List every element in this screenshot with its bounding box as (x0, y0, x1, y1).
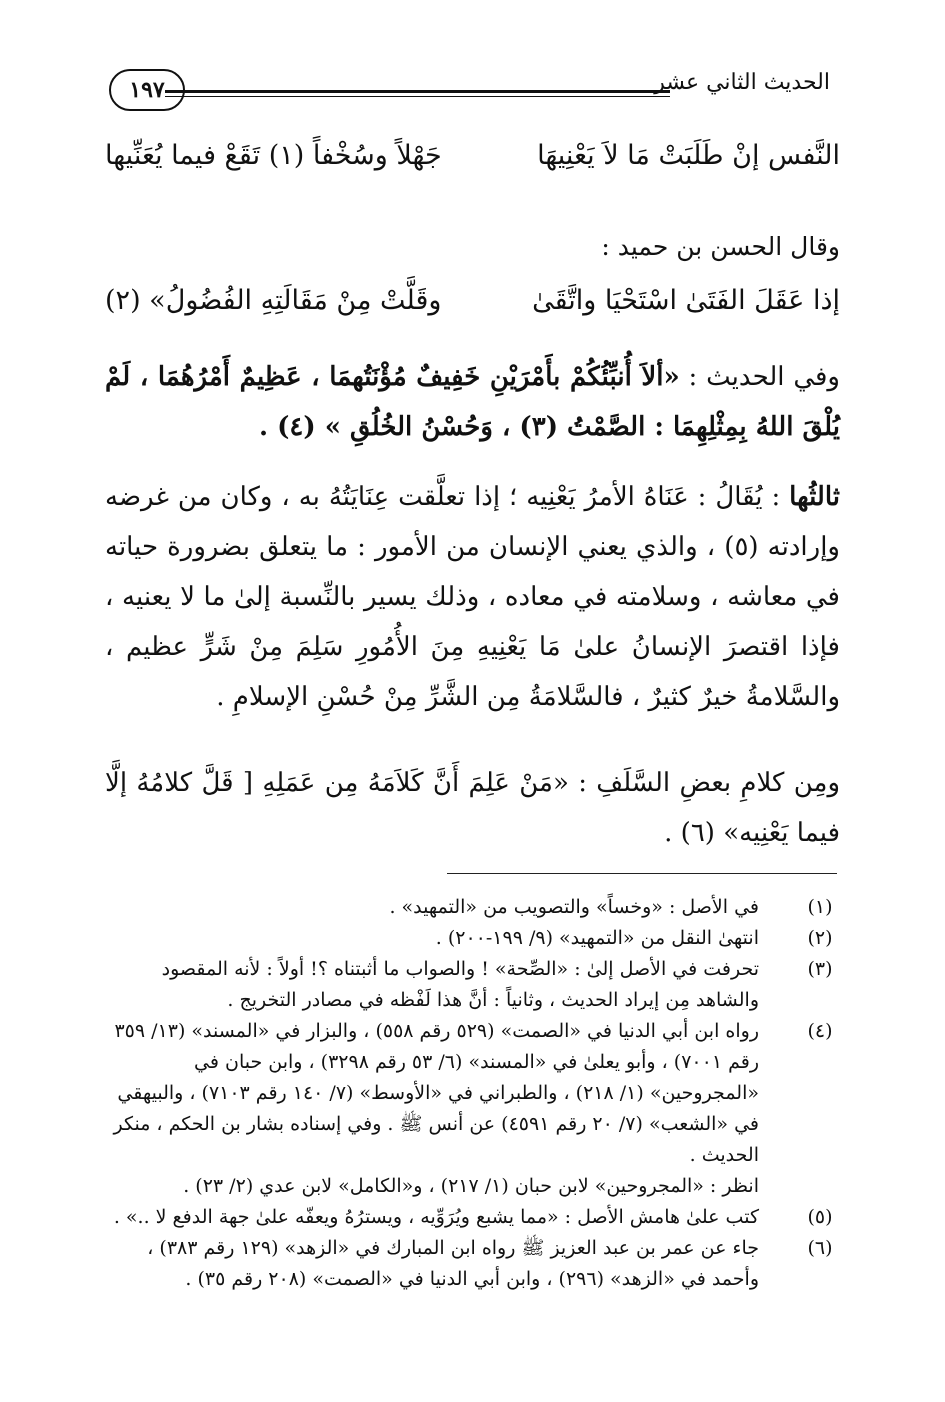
footnote-1 (105, 892, 845, 923)
third-text: : يُقَالُ : عَنَاهُ الأمرُ يَعْنِيه ؛ إذا تعلَّقت عِنَايَتُهُ به ، وكان من غرضه وإرادته (٥) ، والذي يعني الإنسان من الأمور : ما يتعلق بضرورة حياته في معاشه ، وسلامته في معاده ، وذلك يسير بالنِّسبة إلىٰ ما لا يعنيه ، فإذا اقتصرَ الإنسانُ علىٰ مَا يَعْنِيهِ مِنَ الأُمُورِ سَلِمَ مِنْ شَرٍّ عظيم ، والسَّلامةُ خيرٌ كثيرٌ ، فالسَّلامَةُ مِن الشَّرِّ مِنْ حُسْنِ الإسلامِ . (105, 482, 840, 712)
footnote-4 (105, 1016, 845, 1202)
footnote-text-extra: انظر : «المجروحين» لابن حبان (١/ ٢١٧) ، و«الكامل» لابن عدي (٢/ ٢٣) . (183, 1175, 759, 1197)
footnote-6 (105, 1233, 845, 1295)
footnote-number: (٤) (807, 1020, 833, 1042)
intro-hasan: وقال الحسن بن حميد : (601, 232, 840, 261)
footnote-3 (105, 954, 845, 1016)
page-header (95, 62, 830, 122)
footnote-text: رواه ابن أبي الدنيا في «الصمت» (٥٢٩ رقم ٥٥٨) ، والبزار في «المسند» (١٣/ ٣٥٩ رقم ٧٠٠١) ، وأبو يعلىٰ في «المسند» (٦/ ٥٣ رقم ٣٢٩٨) ، وابن حبان في «المجروحين» (١/ ٢١٨) ، والطبراني في «الأوسط» (٧/ ١٤٠ رقم ٧١٠٣) ، والبيهقي في «الشعب» (٧/ ٢٠ رقم ٤٥٩١) عن أنس ﷺ . وفي إسناده بشار بن الحكم ، منكر الحديث . (113, 1020, 759, 1166)
footnote-number: (٢) (807, 927, 833, 949)
footnote-text: في الأصل : «وخساً» والتصويب من «التمهيد» . (389, 896, 759, 918)
footnote-number: (٣) (807, 958, 833, 980)
footnote-2 (105, 923, 845, 954)
footnote-text: جاء عن عمر بن عبد العزيز ﷺ رواه ابن المبارك في «الزهد» (١٢٩ رقم ٣٨٣) ، وأحمد في «الزهد» (٢٩٦) ، وابن أبي الدنيا في «الصمت» (٢٠٨ رقم ٣٥) . (147, 1237, 759, 1290)
footnote-5 (105, 1202, 845, 1233)
salaf-paragraph (105, 758, 840, 858)
footnote-text: كتب علىٰ هامش الأصل : «مما يشبع ويُرَوِّيه ، ويسترُهُ ويعفّه علىٰ جهة الدفع لا ..» . (113, 1206, 759, 1228)
footnote-text: انتهىٰ النقل من «التمهيد» (٩/ ١٩٩-٢٠٠) . (435, 927, 759, 949)
verse-line-2 (105, 285, 840, 325)
footnotes (105, 892, 845, 1295)
header-rule (165, 90, 670, 93)
page-number: ١٩٧ (109, 69, 185, 111)
footnote-number: (٦) (807, 1237, 833, 1259)
verse-1-first-hemistich: النَّفس إنْ طَلَبَتْ مَا لاَ يَعْنِيهَا (537, 140, 840, 171)
footnote-separator (447, 873, 837, 874)
verse-2-second-hemistich: وقَلَّتْ مِنْ مَقَالَتِهِ الفُضُولُ» (٢) (105, 285, 442, 316)
hadith-lead: وفي الحديث : (679, 362, 840, 392)
verse-1-second-hemistich: جَهْلاً وسُخْفاً (١) تَقَعْ فيما يُعَنِّيها (105, 140, 442, 171)
footnote-number: (١) (807, 896, 833, 918)
salaf-text: ومِن كلامِ بعضِ السَّلَفِ : «مَنْ عَلِمَ أَنَّ كَلاَمَهُ مِن عَمَلِهِ [ قَلَّ كلامُهُ إلَّا فيما يَعْنِيه» (٦) . (105, 768, 840, 848)
third-lead: ثالثُها (789, 482, 840, 512)
footnote-number: (٥) (807, 1206, 833, 1228)
third-meaning-paragraph (105, 472, 840, 722)
running-title: الحديث الثاني عشر (654, 70, 830, 95)
verse-2-first-hemistich: إذا عَقَلَ الفَتَىٰ اسْتَحْيَا واتَّقَىٰ (532, 285, 840, 316)
hadith-paragraph (105, 352, 840, 452)
verse-line-1 (105, 140, 840, 180)
footnote-text: تحرفت في الأصل إلىٰ : «الصِّحة» ! والصواب ما أثبتناه ؟! أولاً : لأنه المقصود والشاهد مِن إيراد الحديث ، وثانياً : أنَّ هذا لَفْظه في مصادر التخريج . (161, 958, 759, 1011)
hadith-text: «ألاَ أُنبِّئُكُمْ بأَمْرَيْنِ خَفِيفٌ مُؤْنَتُهمَا ، عَظِيمٌ أَمْرُهُمَا ، لَمْ يُلْقَ اللهُ بِمِثْلِهِمَا : الصَّمْتُ (٣) ، وَحُسْنُ الخُلُقِ » (٤) . (105, 362, 840, 442)
header-rule-thin (165, 96, 670, 97)
